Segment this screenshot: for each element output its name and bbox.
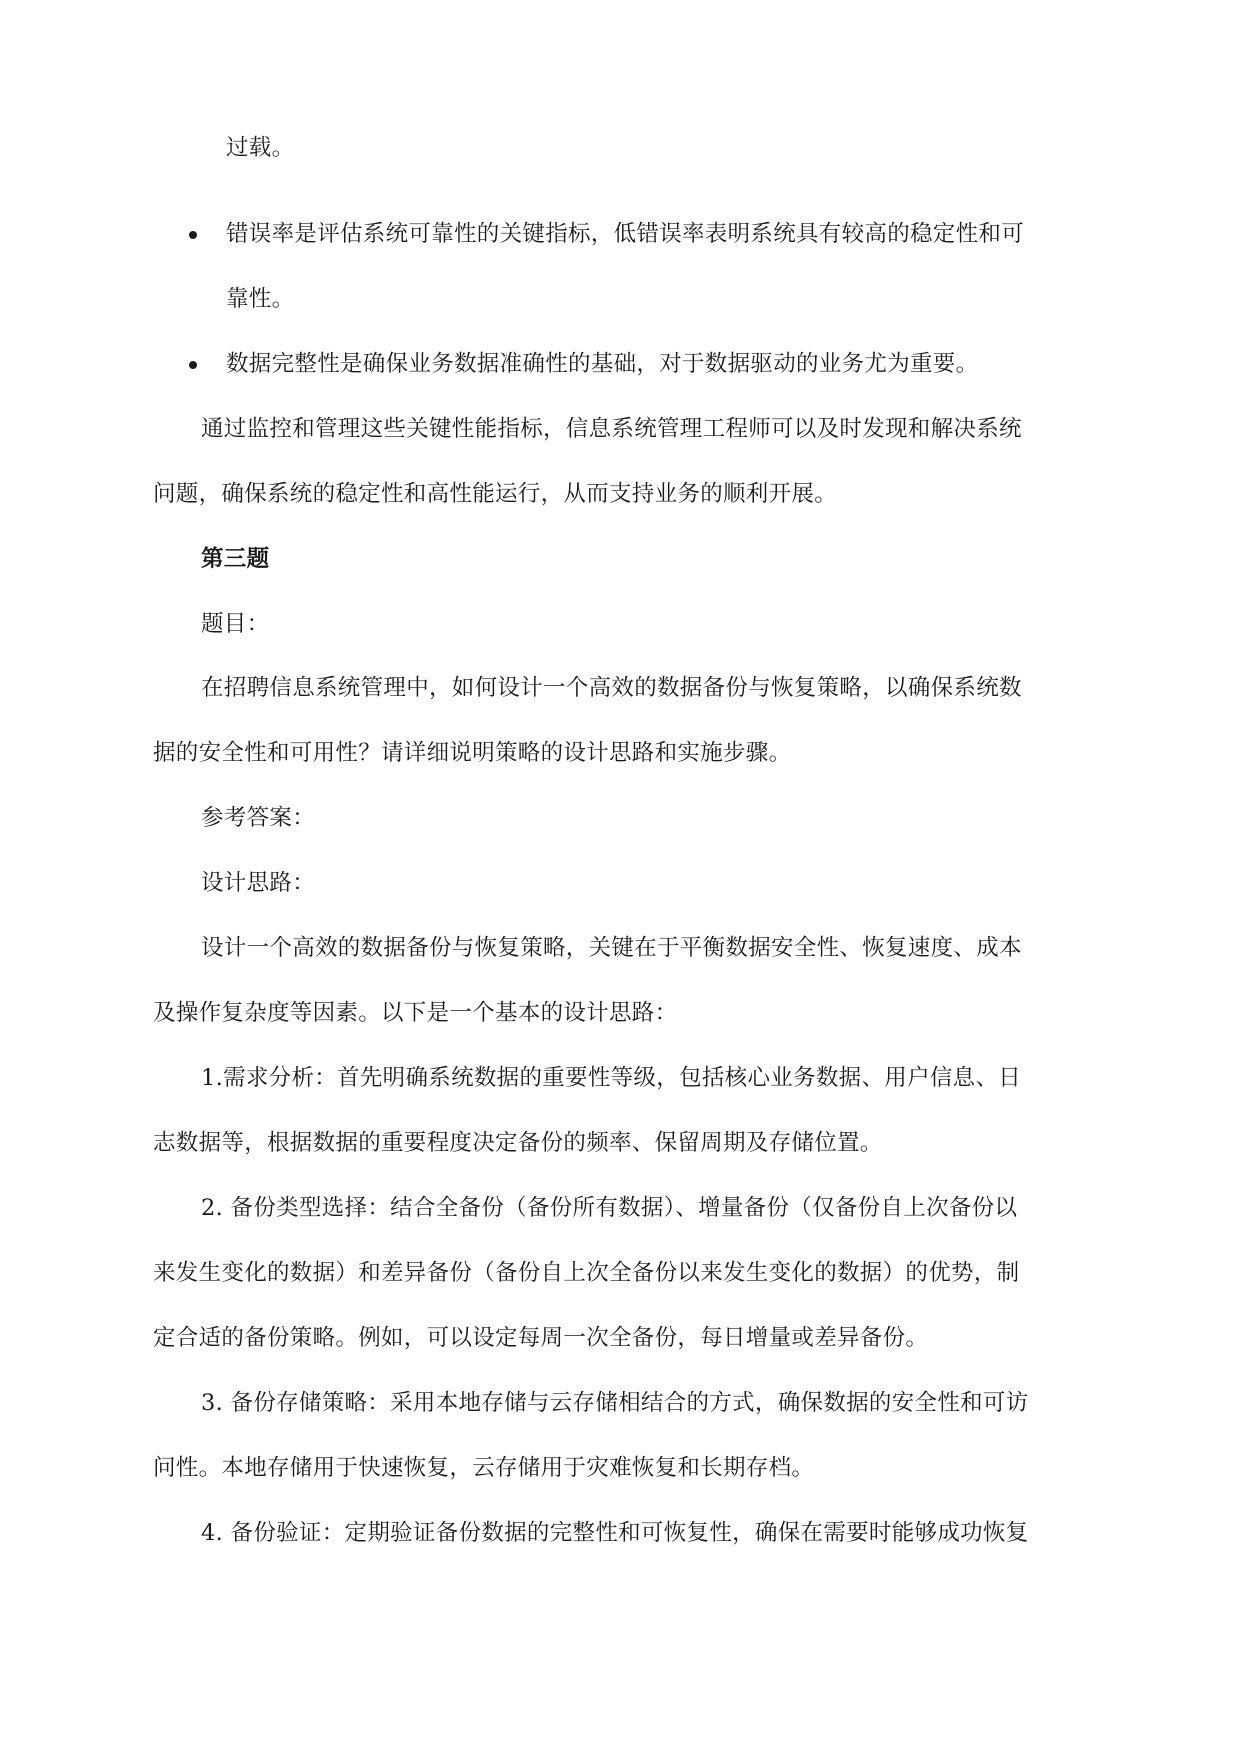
- paragraph-line: 定合适的备份策略。例如，可以设定每周一次全备份，每日增量或差异备份。: [153, 1325, 929, 1351]
- paragraph-line: 通过监控和管理这些关键性能指标，信息系统管理工程师可以及时发现和解决系统: [201, 416, 1022, 442]
- paragraph-line: 设计一个高效的数据备份与恢复策略，关键在于平衡数据安全性、恢复速度、成本: [201, 935, 1022, 961]
- paragraph-line: 问题，确保系统的稳定性和高性能运行，从而支持业务的顺利开展。: [153, 481, 838, 507]
- paragraph-line: 3. 备份存储策略：采用本地存储与云存储相结合的方式，确保数据的安全性和可访: [201, 1390, 1029, 1416]
- paragraph-line: 据的安全性和可用性？请详细说明策略的设计思路和实施步骤。: [153, 740, 792, 766]
- paragraph-line: 在招聘信息系统管理中，如何设计一个高效的数据备份与恢复策略，以确保系统数: [201, 675, 1022, 701]
- paragraph-line: 问性。本地存储用于快速恢复，云存储用于灾难恢复和长期存档。: [153, 1455, 815, 1481]
- section-heading: 第三题: [201, 546, 270, 572]
- paragraph-line: 4. 备份验证：定期验证备份数据的完整性和可恢复性，确保在需要时能够成功恢复: [201, 1520, 1029, 1546]
- bullet-item-line: 靠性。: [226, 286, 295, 312]
- paragraph-line: 参考答案：: [201, 805, 316, 831]
- bullet-icon: [189, 231, 197, 239]
- bullet-item-line: 数据完整性是确保业务数据准确性的基础，对于数据驱动的业务尤为重要。: [226, 351, 979, 377]
- bullet-item-line: 错误率是评估系统可靠性的关键指标，低错误率表明系统具有较高的稳定性和可: [226, 221, 1025, 247]
- paragraph-line: 1.需求分析：首先明确系统数据的重要性等级，包括核心业务数据、用户信息、日: [201, 1065, 1022, 1091]
- paragraph-line: 2. 备份类型选择：结合全备份（备份所有数据）、增量备份（仅备份自上次备份以: [201, 1195, 1018, 1221]
- paragraph-line: 志数据等，根据数据的重要程度决定备份的频率、保留周期及存储位置。: [153, 1130, 883, 1156]
- paragraph-line: 题目：: [201, 611, 270, 637]
- paragraph-line: 及操作复杂度等因素。以下是一个基本的设计思路：: [153, 1000, 678, 1026]
- paragraph-line: 设计思路：: [201, 870, 316, 896]
- paragraph-line: 过载。: [226, 135, 295, 161]
- paragraph-line: 来发生变化的数据）和差异备份（备份自上次全备份以来发生变化的数据）的优势，制: [153, 1260, 1020, 1286]
- bullet-icon: [189, 361, 197, 369]
